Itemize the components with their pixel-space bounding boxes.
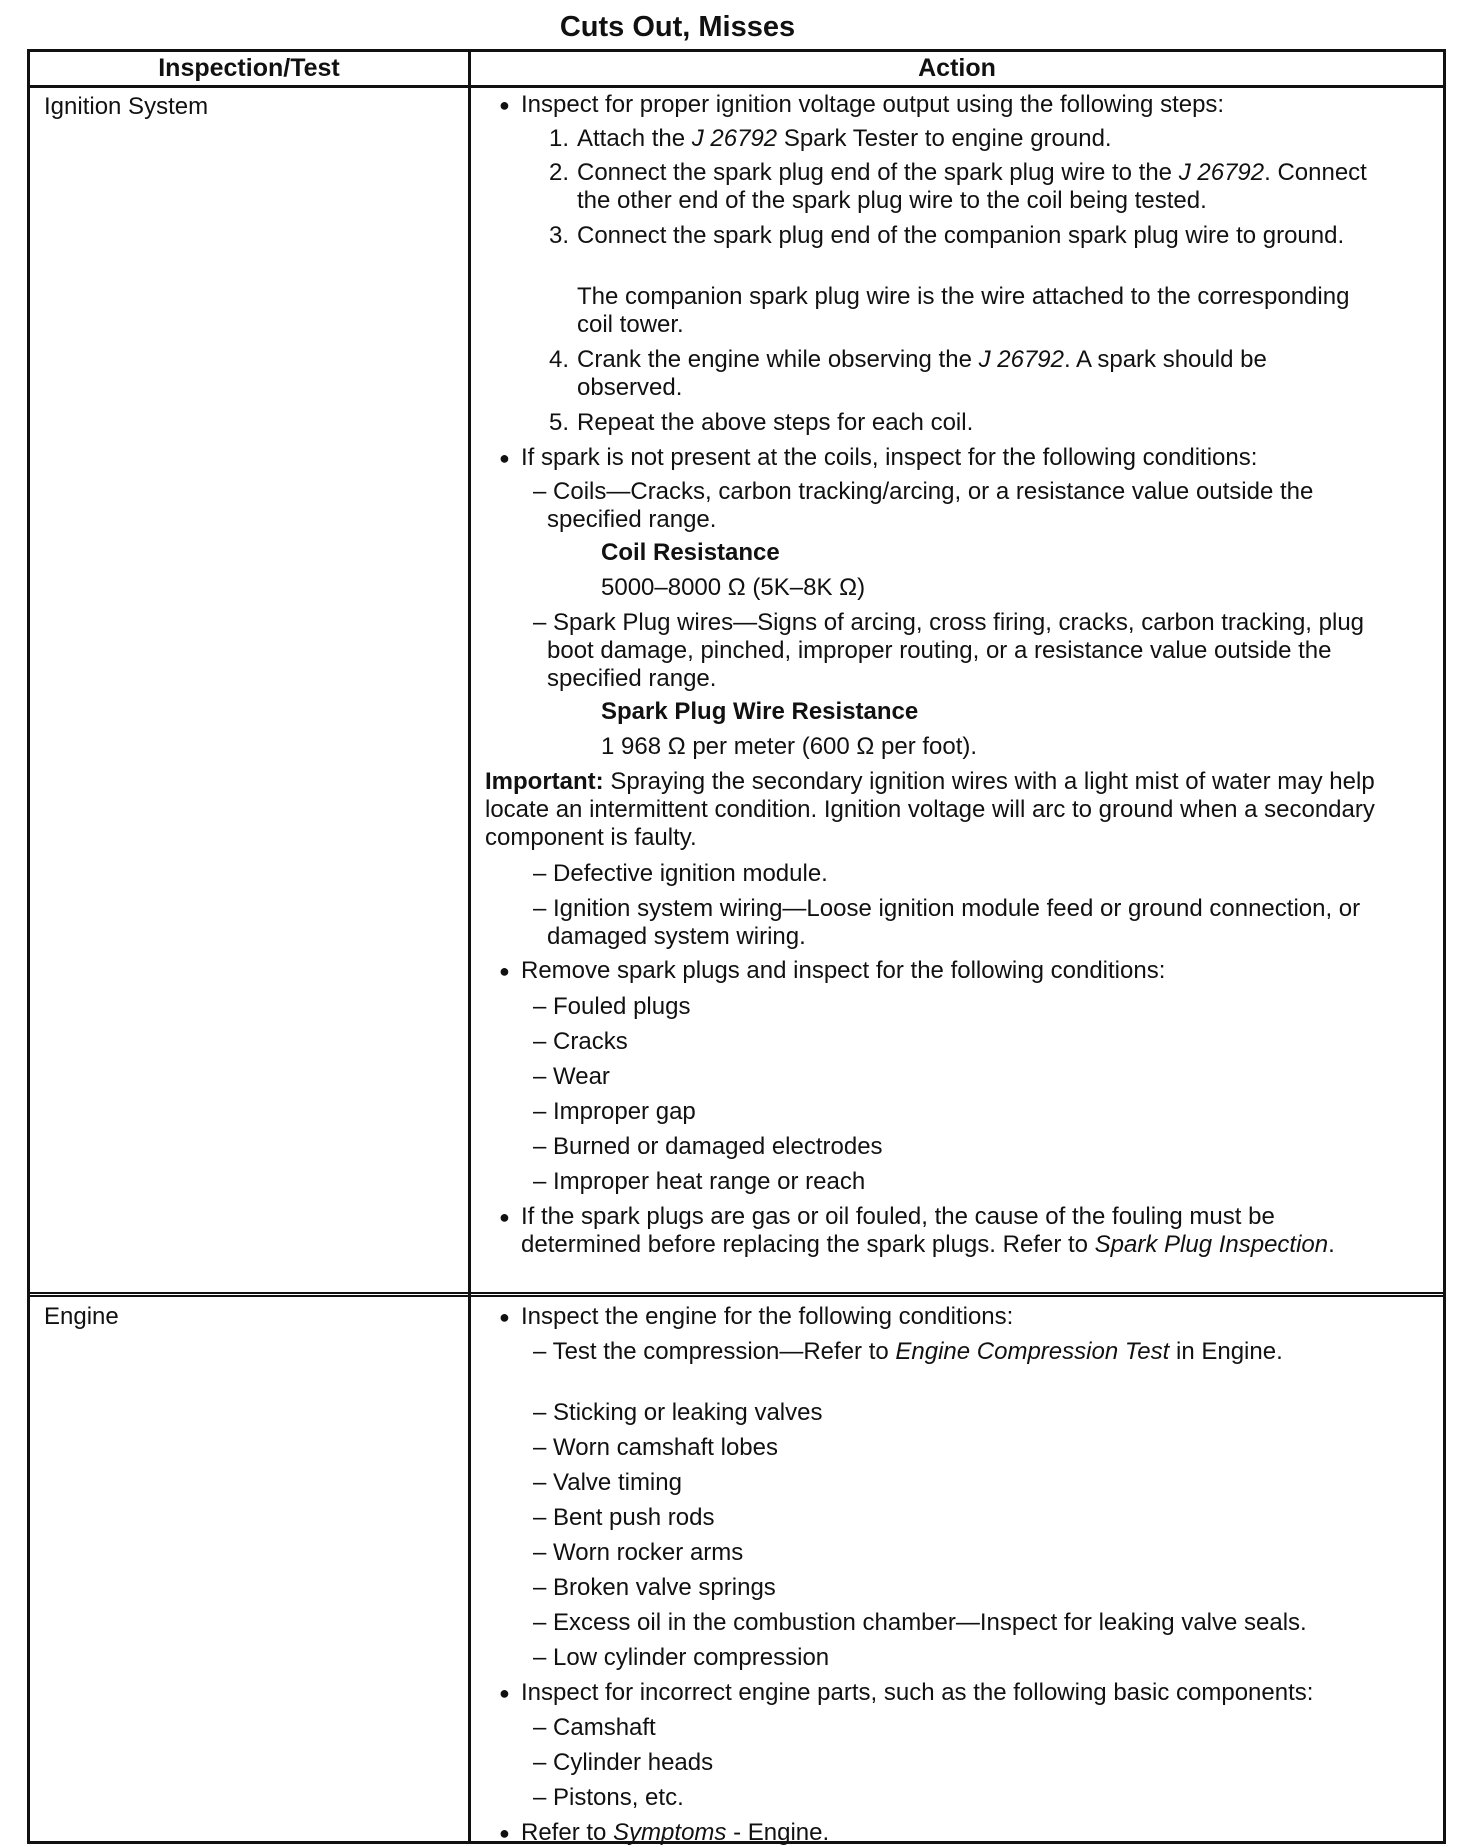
symptom-table	[27, 49, 1446, 1844]
list-item: – Coils—Cracks, carbon tracking/arcing, or a resistance value outside the	[533, 478, 1314, 505]
step-number: 1.	[549, 125, 570, 152]
list-item: – Cylinder heads	[533, 1749, 714, 1776]
list-item: Inspect for proper ignition voltage output using the following steps:	[521, 91, 1225, 118]
list-item: – Worn rocker arms	[533, 1539, 744, 1566]
list-item: Inspect for incorrect engine parts, such as the following basic components:	[521, 1679, 1314, 1706]
step-number: 5.	[549, 409, 570, 436]
list-item: – Valve timing	[533, 1469, 682, 1496]
list-item: If spark is not present at the coils, inspect for the following conditions:	[521, 444, 1258, 471]
table-header	[30, 52, 1443, 88]
list-item-cont: boot damage, pinched, improper routing, or a resistance value outside the	[547, 637, 1332, 664]
list-item-cont: observed.	[577, 374, 683, 401]
bullet-icon: ●	[499, 448, 510, 468]
list-item: Refer to Symptoms - Engine.	[521, 1819, 830, 1846]
list-item: Repeat the above steps for each coil.	[577, 409, 974, 436]
list-item-cont: damaged system wiring.	[547, 923, 806, 950]
note-text: The companion spark plug wire is the wire attached to the corresponding	[577, 283, 1350, 310]
note-text: coil tower.	[577, 311, 684, 338]
bullet-icon: ●	[499, 1683, 510, 1703]
list-item: – Improper heat range or reach	[533, 1168, 866, 1195]
header-action: Action	[918, 54, 996, 82]
spec-value: 5000–8000 Ω (5K–8K Ω)	[601, 574, 866, 601]
list-item: – Spark Plug wires—Signs of arcing, cross firing, cracks, carbon tracking, plug	[533, 609, 1365, 636]
list-item-cont: the other end of the spark plug wire to the coil being tested.	[577, 187, 1207, 214]
step-number: 4.	[549, 346, 570, 373]
list-item: Connect the spark plug end of the companion spark plug wire to ground.	[577, 222, 1345, 249]
list-item-cont: specified range.	[547, 665, 717, 692]
list-item-cont: determined before replacing the spark plugs. Refer to Spark Plug Inspection.	[521, 1231, 1335, 1258]
list-item: Attach the J 26792 Spark Tester to engine ground.	[577, 125, 1112, 152]
spec-value: 1 968 Ω per meter (600 Ω per foot).	[601, 733, 978, 760]
step-number: 2.	[549, 159, 570, 186]
list-item: Remove spark plugs and inspect for the following conditions:	[521, 957, 1166, 984]
header-inspection-test: Inspection/Test	[158, 54, 340, 82]
list-item: – Bent push rods	[533, 1504, 715, 1531]
inspection-ignition-system: Ignition System	[44, 93, 209, 120]
list-item: – Worn camshaft lobes	[533, 1434, 779, 1461]
important-note-cont: locate an intermittent condition. Ignition voltage will arc to ground when a secondary	[485, 796, 1375, 823]
list-item: – Excess oil in the combustion chamber—Inspect for leaking valve seals.	[533, 1609, 1307, 1636]
list-item: – Broken valve springs	[533, 1574, 776, 1601]
list-item: – Burned or damaged electrodes	[533, 1133, 883, 1160]
inspection-engine: Engine	[44, 1303, 119, 1330]
column-divider	[468, 52, 471, 1841]
list-item: Inspect the engine for the following conditions:	[521, 1303, 1014, 1330]
list-item: – Wear	[533, 1063, 610, 1090]
bullet-icon: ●	[499, 1207, 510, 1227]
spec-label: Spark Plug Wire Resistance	[601, 698, 919, 725]
bullet-icon: ●	[499, 1823, 510, 1843]
list-item: – Improper gap	[533, 1098, 696, 1125]
list-item: Crank the engine while observing the J 26792. A spark should be	[577, 346, 1267, 373]
list-item: – Defective ignition module.	[533, 860, 828, 887]
list-item: Connect the spark plug end of the spark plug wire to the J 26792. Connect	[577, 159, 1367, 186]
step-number: 3.	[549, 222, 570, 249]
row-divider	[30, 1292, 1443, 1297]
spec-label: Coil Resistance	[601, 539, 780, 566]
list-item-cont: specified range.	[547, 506, 717, 533]
bullet-icon: ●	[499, 95, 510, 115]
bullet-icon: ●	[499, 961, 510, 981]
bullet-icon: ●	[499, 1307, 510, 1327]
list-item: – Pistons, etc.	[533, 1784, 684, 1811]
list-item: – Test the compression—Refer to Engine Compression Test in Engine.	[533, 1338, 1283, 1365]
list-item: – Ignition system wiring—Loose ignition module feed or ground connection, or	[533, 895, 1361, 922]
list-item: If the spark plugs are gas or oil fouled, the cause of the fouling must be	[521, 1203, 1275, 1230]
important-note: Important: Spraying the secondary ignition wires with a light mist of water may help	[485, 768, 1375, 795]
list-item: – Cracks	[533, 1028, 628, 1055]
list-item: – Sticking or leaking valves	[533, 1399, 823, 1426]
list-item: – Low cylinder compression	[533, 1644, 830, 1671]
important-note-cont: component is faulty.	[485, 824, 697, 851]
list-item: – Fouled plugs	[533, 993, 691, 1020]
page-title: Cuts Out, Misses	[559, 11, 796, 43]
list-item: – Camshaft	[533, 1714, 656, 1741]
